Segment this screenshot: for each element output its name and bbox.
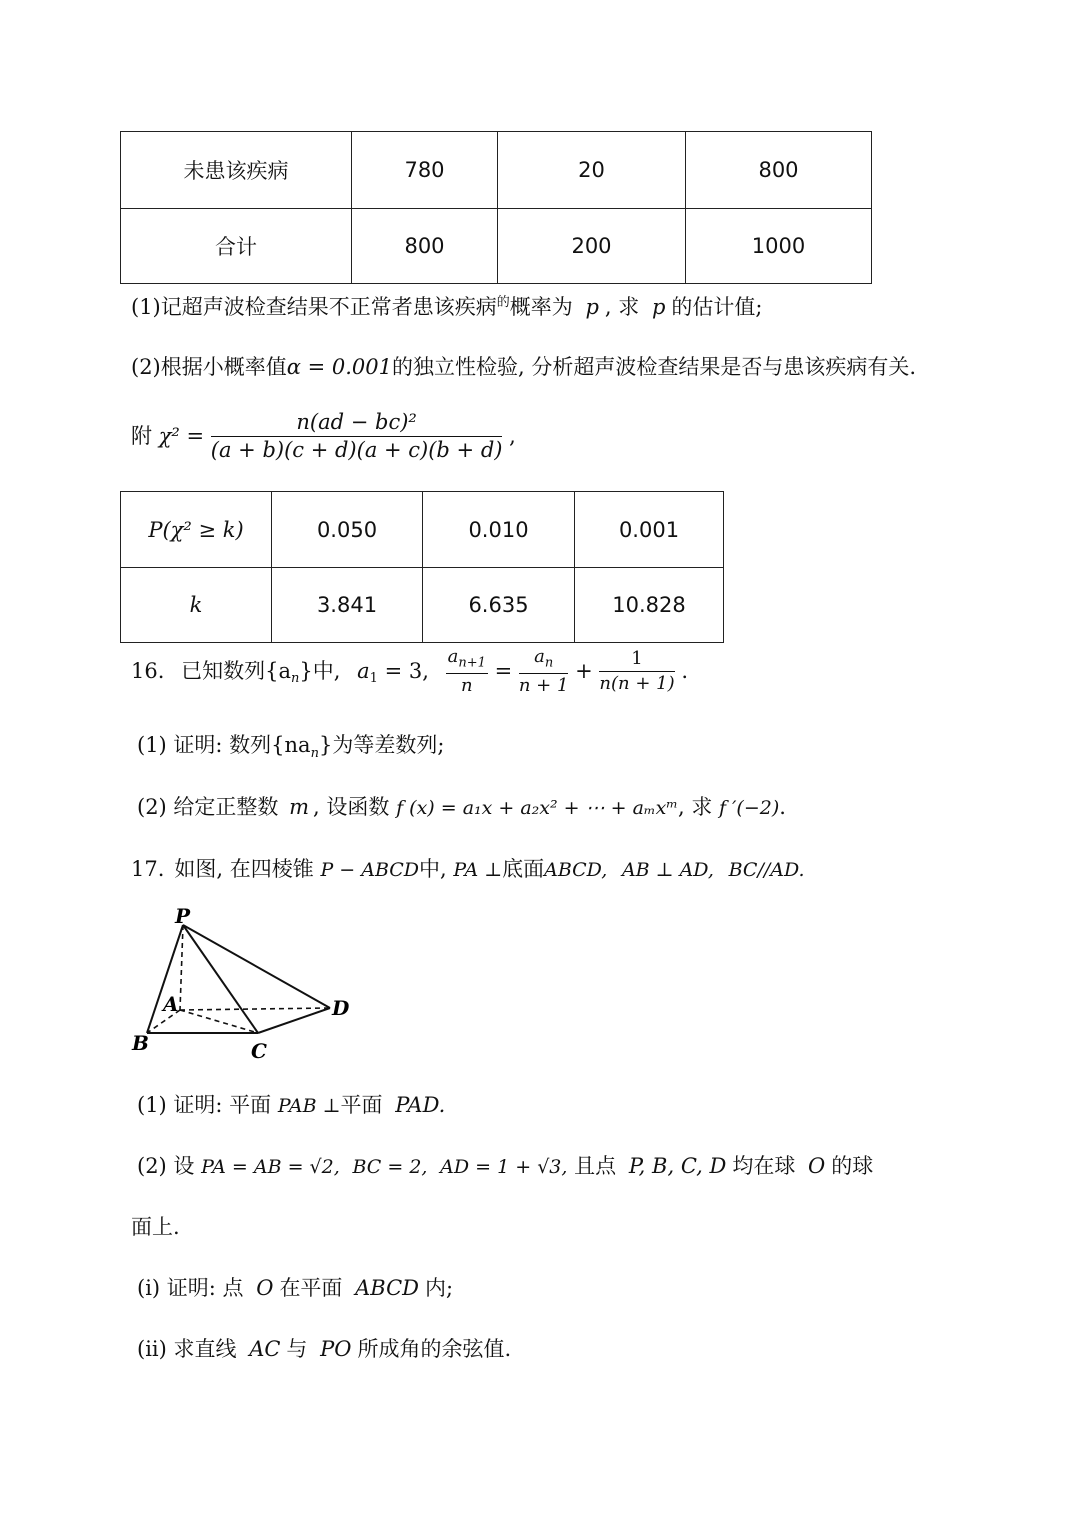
table-cell: 6.635 (423, 568, 575, 643)
question-17-part-2: (2) 设 PA = AB = √2, BC = 2, AD = 1 + √3, 且点 P, B, C, D 均在球 O 的球 (137, 1154, 874, 1178)
fraction-lhs: $\frac{a_{n+1}}{n}$ (447, 646, 486, 696)
edge-pb (147, 925, 183, 1033)
edge-cd (258, 1008, 330, 1033)
question-15-part-2: (2)根据小概率值α = 0.001的独立性检验, 分析超声波检查结果是否与患该疾病有关. (131, 355, 917, 379)
vertex-label-d: D (332, 996, 350, 1020)
table-cell: 3.841 (272, 568, 423, 643)
contingency-table (120, 131, 872, 284)
table-row (121, 568, 724, 643)
table-cell: 200 (498, 209, 686, 284)
question-16-part-2: (2) 给定正整数 m , 设函数 f (x) = a₁x + a₂x² + ⋯ + aₘxᵐ, 求 f ′(−2). (137, 795, 786, 819)
table-cell: 800 (352, 209, 498, 284)
fraction-right: $\frac{1}{n(n + 1)}$ (599, 647, 675, 694)
edge-ad (180, 1008, 330, 1010)
edge-pc (183, 925, 258, 1033)
fraction-middle: $\frac{a_n}{n + 1}$ (518, 646, 569, 696)
table-header-cell: k (121, 568, 272, 643)
question-17-part-ii: (ii) 求直线 AC 与 PO 所成角的余弦值. (137, 1337, 512, 1361)
vertex-label-c: C (251, 1039, 267, 1063)
edge-pd (183, 925, 330, 1008)
question-17-part-i: (i) 证明: 点 O 在平面 ABCD 内; (137, 1276, 454, 1300)
table-cell: 未患该疾病 (121, 132, 352, 209)
table-cell: 1000 (686, 209, 872, 284)
table-row (121, 492, 724, 568)
question-15-part-1: (1)记超声波检查结果不正常者患该疾病$^的$概率为 p , 求 p 的估计值; (131, 295, 763, 319)
question-17-stem: 17. 如图, 在四棱锥 P − ABCD中, PA ⊥底面ABCD, AB ⊥ AD, BC//AD. (131, 857, 805, 881)
table-cell: 0.001 (575, 492, 724, 568)
vertex-label-b: B (132, 1031, 149, 1055)
edge-ac (180, 1010, 258, 1033)
question-16-stem: 16. 已知数列$\{a_n\}$中, $a_1 = 3$, $\frac{a_{n+1}}{n}$ = $\frac{a_n}{n + 1}$ + $\frac{1}{n(n + 1)}$ . (131, 646, 689, 696)
question-17-part-2-line-2: 面上. (131, 1215, 180, 1239)
chi-square-formula: 附 χ² = $\frac{\text{n(ad − bc)²}}{(a + b)(c + d)(a + c)(b + d)}$ , (131, 410, 516, 462)
question-17-part-1: (1) 证明: 平面 PAB ⊥平面 PAD. (137, 1093, 446, 1117)
table-row (121, 132, 872, 209)
table-cell: 0.050 (272, 492, 423, 568)
table-cell: 780 (352, 132, 498, 209)
table-row (121, 209, 872, 284)
table-cell: 0.010 (423, 492, 575, 568)
table-cell: 10.828 (575, 568, 724, 643)
critical-value-table (120, 491, 724, 643)
pyramid-figure (125, 905, 365, 1065)
table-cell: 800 (686, 132, 872, 209)
edge-pa (180, 925, 183, 1010)
table-header-cell: P(χ² ≥ k) (121, 492, 272, 568)
table-cell: 20 (498, 132, 686, 209)
question-16-part-1: (1) 证明: 数列$\{na_n\}$为等差数列; (137, 733, 445, 762)
vertex-label-p: P (175, 905, 191, 928)
table-cell: 合计 (121, 209, 352, 284)
formula-fraction: $\frac{\text{n(ad − bc)²}}{(a + b)(c + d)(a + c)(b + d)}$ (210, 410, 503, 462)
vertex-label-a: A (163, 992, 179, 1016)
